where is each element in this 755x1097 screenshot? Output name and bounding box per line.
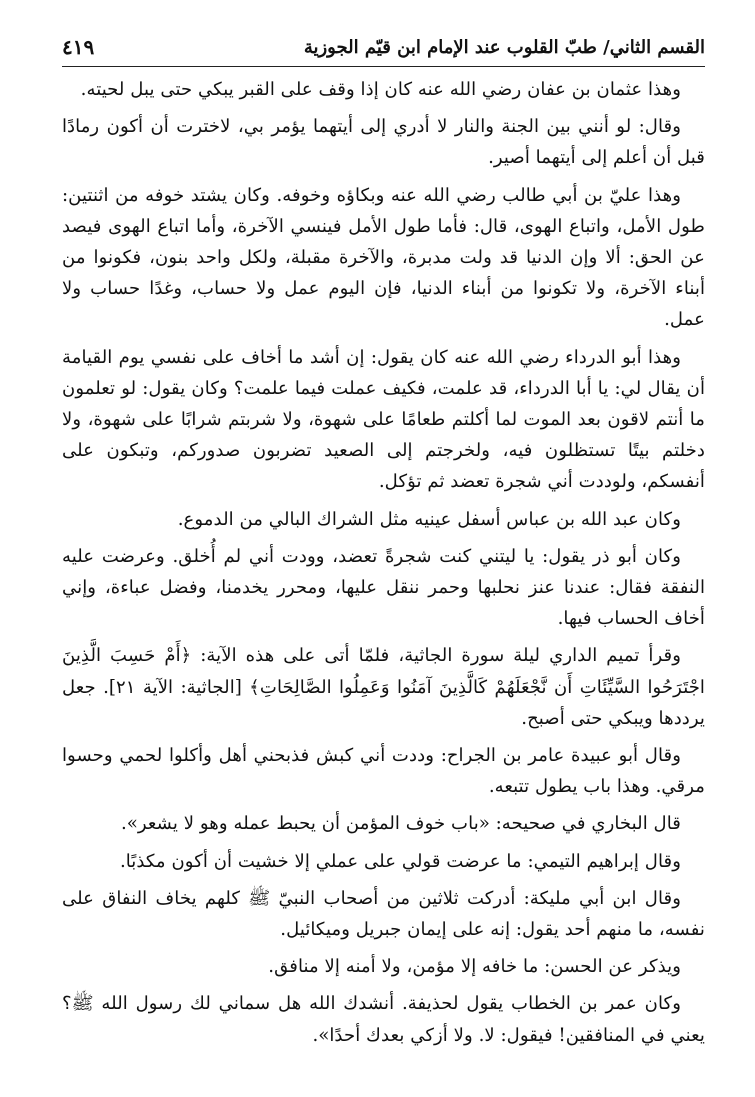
paragraph-abu-ubayda: وقال أبو عبيدة عامر بن الجراح: وددت أني كبش فذبحني أهل وأكلوا لحمي وحسوا مرقي. وهذا باب يطول تتبعه.	[62, 745, 705, 798]
paragraph-abu-dharr: وكان أبو ذر يقول: يا ليتني كنت شجرةً تعضد، وودت أني لم أُخلق. وعرضت عليه النفقة فقال: عندنا عنز نحلبها وحمر ننقل عليها، ومحرر يخدمنا، وفضل عباءة، وإني أخاف الحساب فيها.	[62, 545, 705, 630]
page-body	[62, 74, 705, 1057]
paragraph-tamim: وقرأ تميم الداري ليلة سورة الجاثية، فلمّا أتى على هذه الآية: ﴿أَمْ حَسِبَ الَّذِينَ اجْتَرَحُوا السَّيِّئَاتِ أَن نَّجْعَلَهُمْ كَالَّذِينَ آمَنُوا وَعَمِلُوا الصَّالِحَاتِ﴾ [الجاثية: الآية ٢١]. جعل يرددها ويبكي حتى أصبح.	[62, 645, 705, 729]
paragraph-taymi: وقال إبراهيم التيمي: ما عرضت قولي على عملي إلا خشيت أن أكون مكذبًا.	[119, 850, 681, 872]
page-header	[62, 28, 705, 67]
paragraph-uthman-saying: وقال: لو أنني بين الجنة والنار لا أدري إلى أيتهما يؤمر بي، لاخترت أن أكون رمادًا قبل أن أعلم إلى أيتهما أصير.	[62, 116, 705, 169]
paragraph-ali: وهذا عليّ بن أبي طالب رضي الله عنه وبكاؤه وخوفه. وكان يشتد خوفه من اثنتين: طول الأمل، واتباع الهوى، قال: فأما طول الأمل فينسي الآخرة، وأما اتباع الهوى فيصد عن الحق: ألا وإن الدنيا قد ولت مدبرة، والآخرة مقبلة، ولكل واحد بنون، فكونوا من أبناء الآخرة، ولا تكونوا من أبناء الدنيا، فإن اليوم عمل ولا حساب، وغدًا حساب ولا عمل.	[62, 184, 705, 331]
paragraph-umar: وكان عمر بن الخطاب يقول لحذيفة. أنشدك الله هل سماني لك رسول الله ﷺ؟ يعني في المنافقين! فيقول: لا. ولا أزكي بعدك أحدًا».	[62, 993, 705, 1046]
paragraph-ibn-abi-mulayka: وقال ابن أبي مليكة: أدركت ثلاثين من أصحاب النبيّ ﷺ كلهم يخاف النفاق على نفسه، ما منهم أحد يقول: إنه على إيمان جبريل وميكائيل.	[62, 887, 705, 941]
paragraph-bukhari: قال البخاري في صحيحه: «باب خوف المؤمن أن يحبط عمله وهو لا يشعر».	[120, 813, 681, 835]
paragraph-uthman: وهذا عثمان بن عفان رضي الله عنه كان إذا وقف على القبر يبكي حتى يبل لحيته.	[80, 79, 681, 100]
paragraph-hasan: ويذكر عن الحسن: ما خافه إلا مؤمن، ولا أمنه إلا منافق.	[268, 956, 681, 978]
page-number: ٤١٩	[62, 35, 95, 59]
paragraph-ibn-abbas: وكان عبد الله بن عباس أسفل عينيه مثل الشراك البالي من الدموع.	[177, 508, 681, 530]
running-title: القسم الثاني/ طبّ القلوب عند الإمام ابن قيّم الجوزية	[303, 36, 705, 58]
paragraph-abu-darda: وهذا أبو الدرداء رضي الله عنه كان يقول: إن أشد ما أخاف على نفسي يوم القيامة أن يقال لي: يا أبا الدرداء، قد علمت، فكيف عملت فيما علمت؟ وكان يقول: لو تعلمون ما أنتم لاقون بعد الموت لما أكلتم طعامًا على شهوة، ولا شربتم شرابًا على شهوة، ولا دخلتم بيتًا تستظلون فيه، ولخرجتم إلى الصعيد تضربون صدوركم، وتبكون على أنفسكم، ولوددت أني شجرة تعضد ثم تؤكل.	[62, 346, 705, 493]
